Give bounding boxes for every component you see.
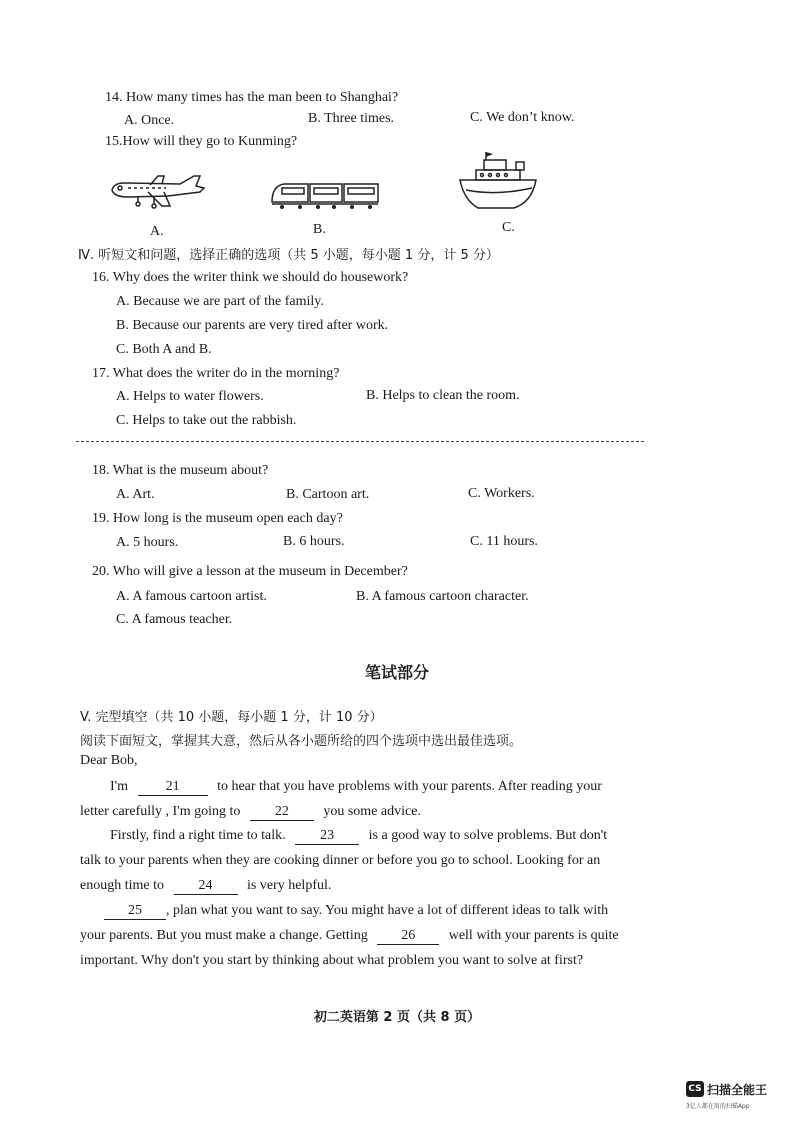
letter-text: your parents. But you must make a change. Getting — [80, 928, 368, 943]
q15-question: 15.How will they go to Kunming? — [105, 134, 298, 149]
q17-option-a: A. Helps to water flowers. — [116, 389, 264, 404]
scanner-logo — [686, 1080, 767, 1098]
q15-option-a: A. — [150, 224, 164, 239]
q16-option-b: B. Because our parents are very tired after work. — [116, 318, 389, 333]
q16-question: 16. Why does the writer think we should do housework? — [92, 270, 409, 285]
section5-instruction: 阅读下面短文，掌握其大意，然后从各小题所给的四个选项中选出最佳选项。 — [80, 734, 523, 749]
letter-text: to hear that you have problems with your parents. After reading your — [217, 779, 602, 794]
q14-option-c: C. We don’t know. — [470, 110, 575, 125]
letter-text: Firstly, find a right time to talk. — [110, 828, 286, 843]
page-footer: 初二英语第 2 页（共 8 页） — [313, 1010, 481, 1025]
q18-option-a: A. Art. — [116, 487, 155, 502]
q18-question: 18. What is the museum about? — [92, 463, 269, 478]
blank-25: 25 — [104, 903, 166, 920]
q18-option-b: B. Cartoon art. — [286, 487, 370, 502]
letter-text: , plan what you want to say. You might have a lot of different ideas to talk with — [166, 903, 609, 918]
q20-option-b: B. A famous cartoon character. — [356, 589, 529, 604]
blank-22: 22 — [250, 804, 314, 821]
q14-question: 14. How many times has the man been to Shanghai? — [105, 90, 399, 105]
letter-text: enough time to — [80, 878, 164, 893]
letter-text: I'm — [110, 779, 129, 794]
q14-option-b: B. Three times. — [308, 111, 395, 126]
letter-line-5 — [80, 878, 331, 895]
scanner-badge: CS — [686, 1081, 704, 1097]
q16-option-a: A. Because we are part of the family. — [116, 294, 324, 309]
blank-21: 21 — [138, 779, 208, 796]
letter-text: is a good way to solve problems. But don't — [368, 828, 608, 843]
letter-line-3 — [110, 828, 607, 845]
section4-heading: Ⅳ. 听短文和问题，选择正确的选项（共 5 小题，每小题 1 分，计 5 分） — [78, 248, 499, 263]
q14-option-a: A. Once. — [124, 113, 175, 128]
q16-option-c: C. Both A and B. — [116, 342, 212, 357]
q17-option-b: B. Helps to clean the room. — [366, 388, 520, 403]
q19-question: 19. How long is the museum open each day? — [92, 511, 343, 526]
letter-text: letter carefully , I'm going to — [80, 804, 241, 819]
blank-23: 23 — [295, 828, 359, 845]
letter-line-8: important. Why don't you start by thinking about what problem you want to solve at first? — [80, 953, 584, 968]
letter-line-7 — [80, 928, 619, 945]
airplane-icon — [108, 170, 208, 214]
q18-option-c: C. Workers. — [468, 486, 535, 501]
letter-text: well with your parents is quite — [448, 928, 619, 943]
q20-option-c: C. A famous teacher. — [116, 612, 233, 627]
q15-option-b: B. — [313, 222, 326, 237]
blank-24: 24 — [174, 878, 238, 895]
scanner-name: 扫描全能王 — [707, 1082, 768, 1097]
letter-line-4: talk to your parents when they are cooking dinner or before you go to school. Looking for an — [80, 853, 601, 868]
letter-greeting: Dear Bob, — [80, 753, 138, 768]
section5-heading: V. 完型填空（共 10 小题，每小题 1 分，计 10 分） — [80, 710, 383, 725]
q17-option-c: C. Helps to take out the rabbish. — [116, 413, 297, 428]
letter-line-1 — [110, 779, 602, 796]
letter-line-2 — [80, 804, 421, 821]
q20-question: 20. Who will give a lesson at the museum in December? — [92, 564, 408, 579]
blank-26: 26 — [377, 928, 439, 945]
page-fold-divider — [76, 441, 644, 442]
train-icon — [270, 178, 382, 210]
q19-option-c: C. 11 hours. — [470, 534, 538, 549]
q19-option-a: A. 5 hours. — [116, 535, 179, 550]
q19-option-b: B. 6 hours. — [283, 534, 345, 549]
ship-icon — [456, 150, 540, 214]
scanner-tagline: 3亿人都在用的扫描App — [686, 1103, 750, 1110]
written-part-title: 笔试部分 — [364, 663, 429, 682]
q17-question: 17. What does the writer do in the morning? — [92, 366, 340, 381]
letter-text: you some advice. — [323, 804, 421, 819]
letter-line-6 — [104, 903, 608, 920]
letter-text: is very helpful. — [247, 878, 332, 893]
q20-option-a: A. A famous cartoon artist. — [116, 589, 267, 604]
q15-option-c: C. — [502, 220, 515, 235]
